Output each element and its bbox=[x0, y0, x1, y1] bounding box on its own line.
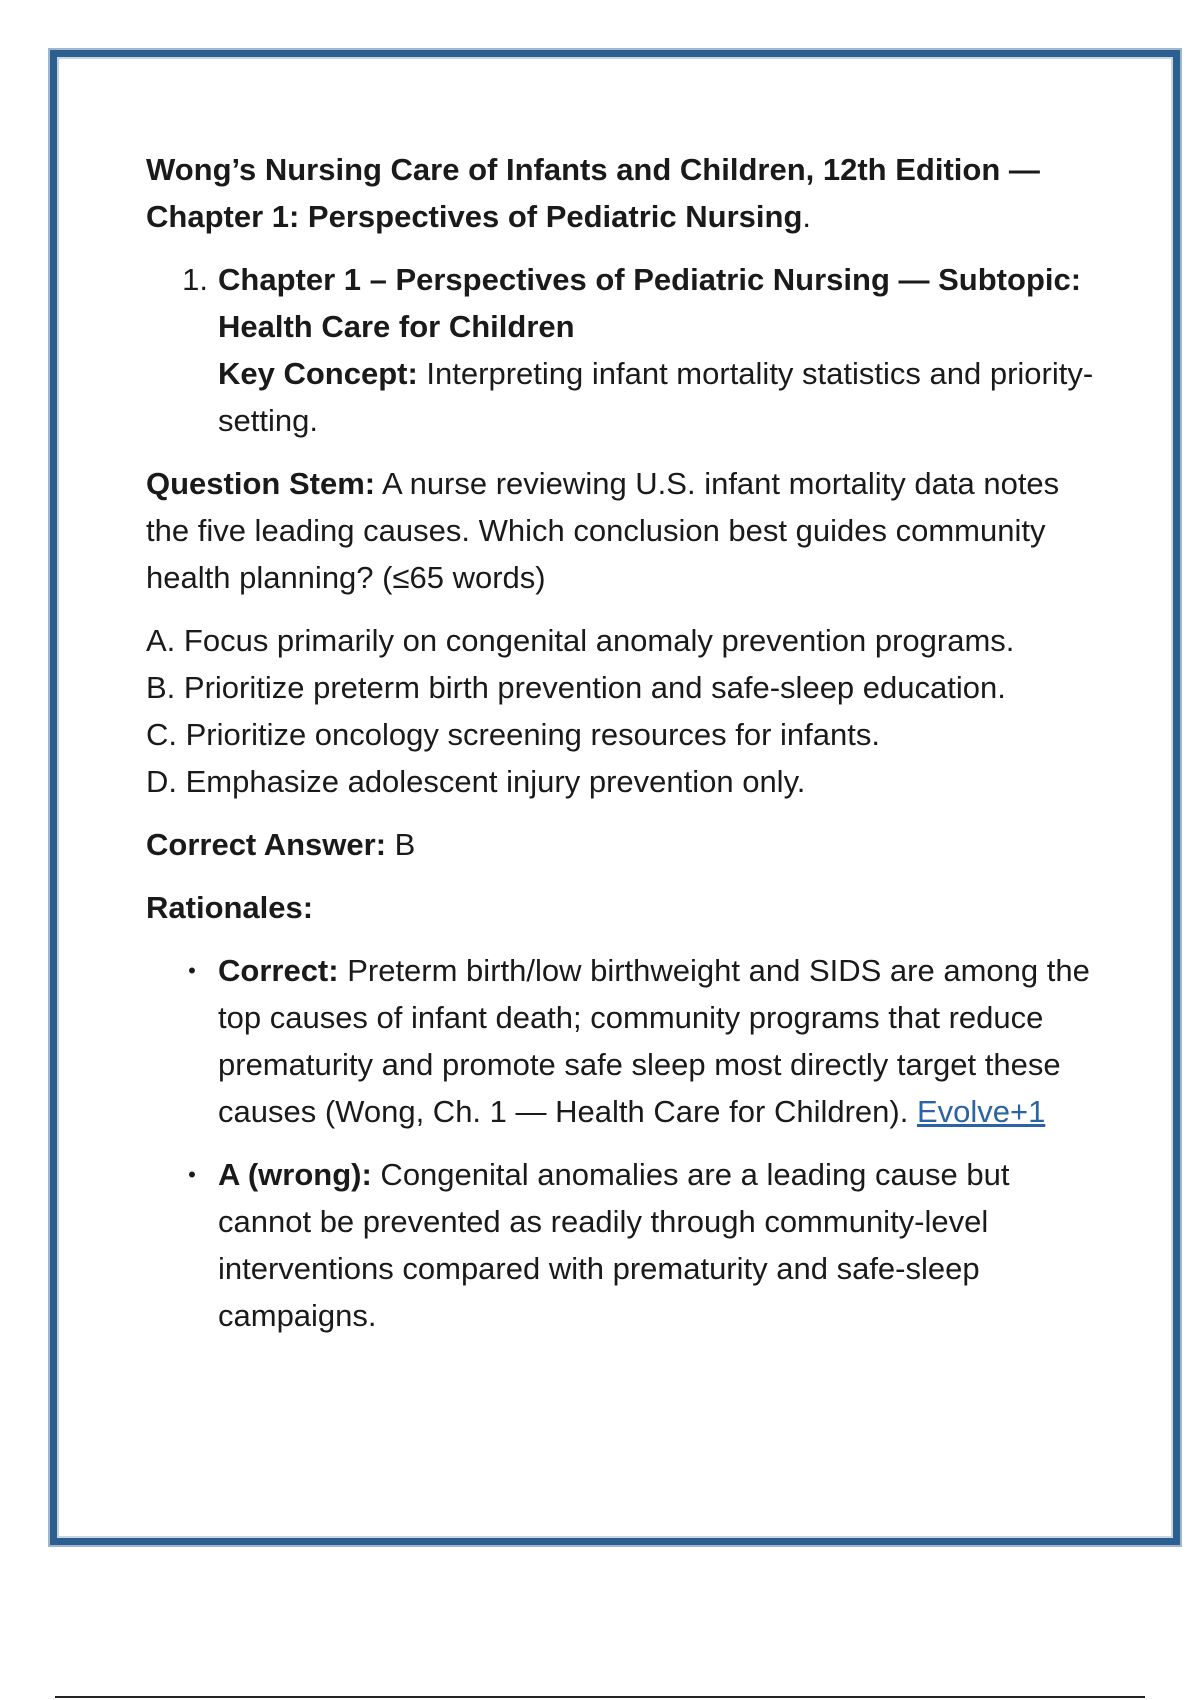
rationales-heading: Rationales: bbox=[146, 890, 314, 925]
bullet-icon: • bbox=[188, 958, 196, 983]
rationale-item bbox=[146, 1151, 1106, 1339]
rationale-body bbox=[218, 947, 1106, 1135]
rationale-item bbox=[146, 947, 1106, 1135]
correct-answer-value: B bbox=[386, 827, 416, 862]
evolve-link[interactable]: Evolve+1 bbox=[916, 1094, 1046, 1129]
question-stem-label: Question Stem: bbox=[146, 466, 376, 501]
key-concept-label: Key Concept: bbox=[218, 356, 418, 391]
key-concept bbox=[218, 350, 1106, 444]
item-number: 1. bbox=[182, 262, 208, 297]
question-stem-text: A nurse reviewing U.S. infant mortality data notes the five leading causes. Which conclusion best guides community health planning? (≤65 words) bbox=[146, 466, 1060, 595]
title-period: . bbox=[802, 199, 811, 234]
item-body bbox=[218, 256, 1106, 444]
option-a: A. Focus primarily on congenital anomaly prevention programs. bbox=[146, 623, 1015, 658]
document-content bbox=[146, 146, 1106, 1355]
rationale-label: Correct: bbox=[218, 953, 339, 988]
question-stem bbox=[146, 460, 1106, 601]
correct-answer bbox=[146, 821, 1106, 868]
page-bottom-rule bbox=[55, 1696, 1145, 1698]
key-concept-text: Interpreting infant mortality statistics and priority-setting. bbox=[218, 356, 1094, 438]
rationale-text: Congenital anomalies are a leading cause but cannot be prevented as readily through community-level interventions compared with prematurity and safe-sleep campaigns. bbox=[218, 1157, 1010, 1333]
numbered-item bbox=[146, 256, 1106, 444]
rationale-text: Preterm birth/low birthweight and SIDS are among the top causes of infant death; community programs that reduce prematurity and promote safe sleep most directly target these causes (Wong, Ch. 1 — Health Care for Children). bbox=[218, 953, 1090, 1129]
option-b: B. Prioritize preterm birth prevention and safe-sleep education. bbox=[146, 670, 1006, 705]
rationale-label: A (wrong): bbox=[218, 1157, 372, 1192]
correct-answer-label: Correct Answer: bbox=[146, 827, 387, 862]
bullet-icon: • bbox=[188, 1162, 196, 1187]
title-text: Wong’s Nursing Care of Infants and Children, 12th Edition — Chapter 1: Perspectives of Pediatric Nursing bbox=[146, 152, 1040, 234]
option-d: D. Emphasize adolescent injury prevention only. bbox=[146, 764, 806, 799]
item-heading: Chapter 1 – Perspectives of Pediatric Nursing — Subtopic: Health Care for Children bbox=[218, 262, 1082, 344]
document-title bbox=[146, 146, 1106, 240]
option-c: C. Prioritize oncology screening resources for infants. bbox=[146, 717, 880, 752]
rationale-body bbox=[218, 1151, 1106, 1339]
answer-options bbox=[146, 617, 1106, 805]
